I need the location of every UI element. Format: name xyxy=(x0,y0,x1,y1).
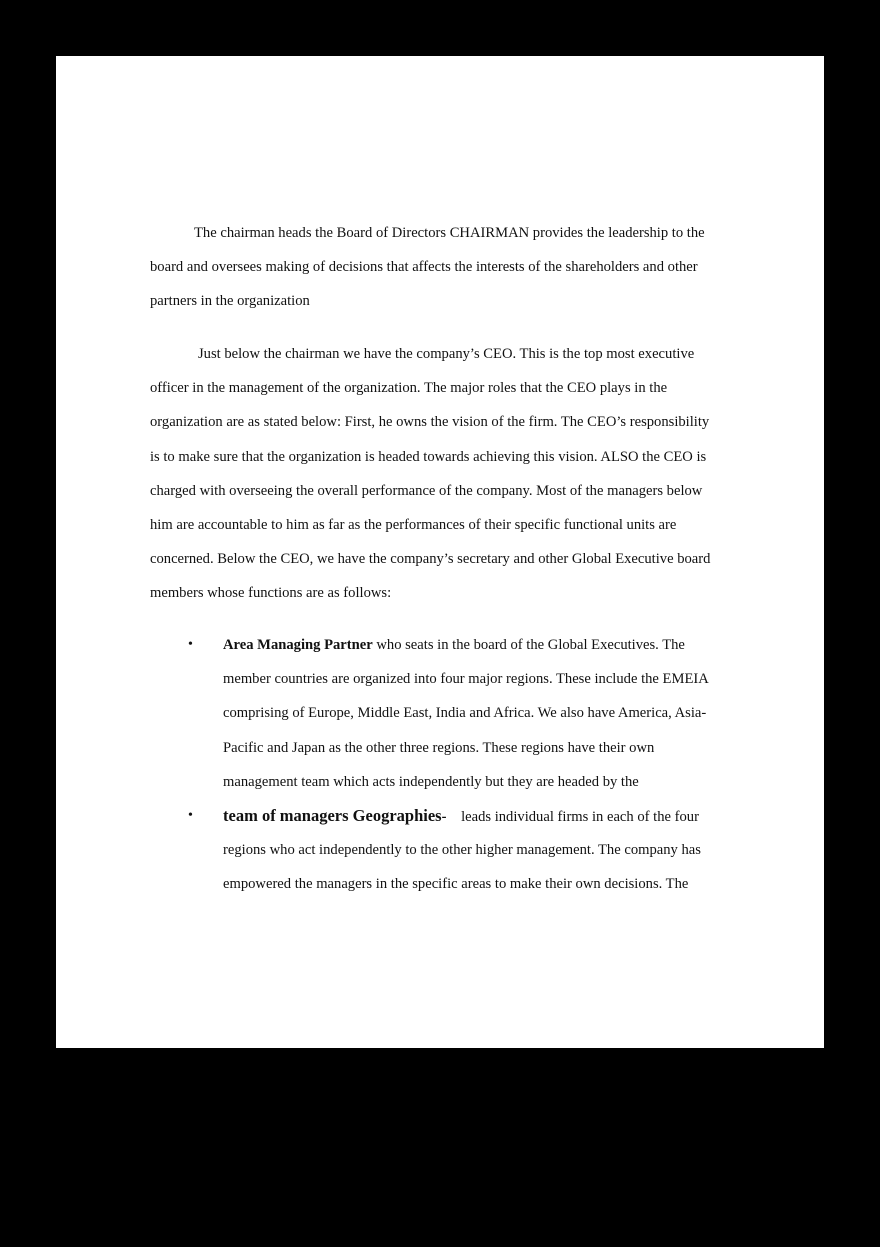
bullet-bold-lead: team of managers Geographies xyxy=(223,805,442,825)
paragraph-line: The chairman heads the Board of Directors CHAIRMAN provides the leadership to the xyxy=(194,225,705,241)
bullet-first-line-text: who seats in the board of the Global Executives. The xyxy=(372,637,685,653)
bullet-line: comprising of Europe, Middle East, India and Africa. We also have America, Asia- xyxy=(223,705,707,722)
bullet-list xyxy=(150,628,709,902)
bullet-item-geographies xyxy=(150,799,709,902)
bullet-line: regions who act independently to the other higher management. The company has xyxy=(223,842,701,859)
bullet-first-line xyxy=(223,628,709,662)
paragraph-line: members whose functions are as follows: xyxy=(150,585,392,602)
document-page xyxy=(56,56,824,1048)
bullet-bold-suffix: - xyxy=(441,808,447,825)
bullet-icon: • xyxy=(188,637,193,652)
paragraph-line: organization are as stated below: First, he owns the vision of the firm. The CEO’s responsibility xyxy=(150,414,710,431)
bullet-item-area-managing-partner xyxy=(150,628,709,799)
paragraph-line: officer in the management of the organization. The major roles that the CEO plays in the xyxy=(150,380,668,397)
paragraph-line: charged with overseeing the overall performance of the company. Most of the managers below xyxy=(150,482,703,499)
bullet-line: management team which acts independently but they are headed by the xyxy=(223,773,639,790)
bullet-line: member countries are organized into four major regions. These include the EMEIA xyxy=(223,671,709,688)
paragraph-ceo xyxy=(150,337,710,611)
paragraph-chairman xyxy=(150,216,705,319)
paragraph-line: is to make sure that the organization is headed towards achieving this vision. ALSO the CEO is xyxy=(150,448,707,465)
paragraph-line: board and oversees making of decisions that affects the interests of the shareholders and other xyxy=(150,259,698,276)
bullet-bold-lead: Area Managing Partner xyxy=(223,637,373,653)
bullet-first-line xyxy=(223,799,709,833)
paragraph-line: him are accountable to him as far as the performances of their specific functional units are xyxy=(150,516,677,533)
paragraph-line: concerned. Below the CEO, we have the company’s secretary and other Global Executive board xyxy=(150,551,711,568)
bullet-line: Pacific and Japan as the other three regions. These regions have their own xyxy=(223,739,655,756)
bullet-icon: • xyxy=(188,807,193,823)
bullet-line: empowered the managers in the specific areas to make their own decisions. The xyxy=(223,876,689,893)
paragraph-line: partners in the organization xyxy=(150,293,310,310)
bullet-first-line-text: leads individual firms in each of the four xyxy=(446,808,699,825)
paragraph-line: Just below the chairman we have the company’s CEO. This is the top most executive xyxy=(198,346,695,362)
